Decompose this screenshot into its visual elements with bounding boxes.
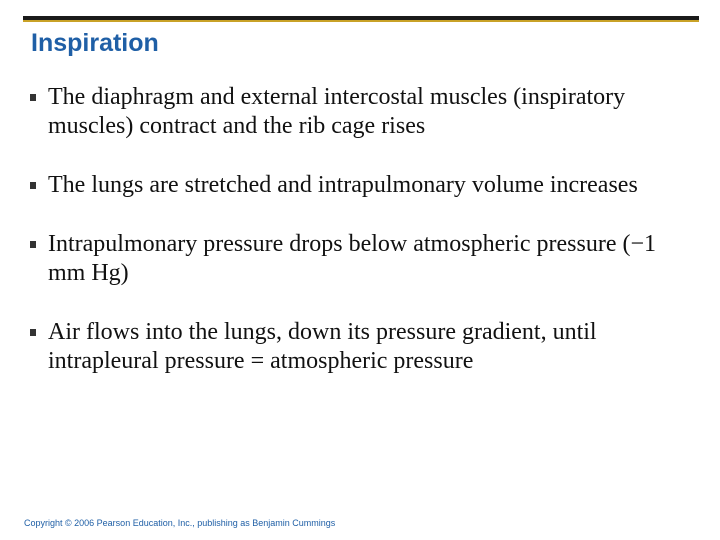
square-bullet-icon — [30, 241, 36, 248]
bullet-text: Intrapulmonary pressure drops below atmospheric pressure (−1 mm Hg) — [48, 231, 657, 286]
copyright-notice: Copyright © 2006 Pearson Education, Inc., publishing as Benjamin Cummings — [24, 518, 336, 528]
bullet-text: The diaphragm and external intercostal muscles (inspiratory muscles) contract and the rib cage rises — [48, 84, 626, 139]
square-bullet-icon — [30, 182, 36, 189]
square-bullet-icon — [30, 94, 36, 101]
bullet-text: Air flows into the lungs, down its pressure gradient, until intrapleural pressure = atmospheric pressure — [48, 319, 597, 374]
title-rule-accent — [23, 20, 699, 22]
bullet-item — [30, 230, 690, 288]
bullet-text: The lungs are stretched and intrapulmonary volume increases — [48, 172, 638, 198]
bullet-item — [30, 171, 690, 200]
square-bullet-icon — [30, 329, 36, 336]
bullet-item — [30, 318, 690, 376]
slide-title: Inspiration — [31, 29, 159, 57]
bullet-item — [30, 83, 690, 141]
bullet-list — [30, 83, 690, 406]
